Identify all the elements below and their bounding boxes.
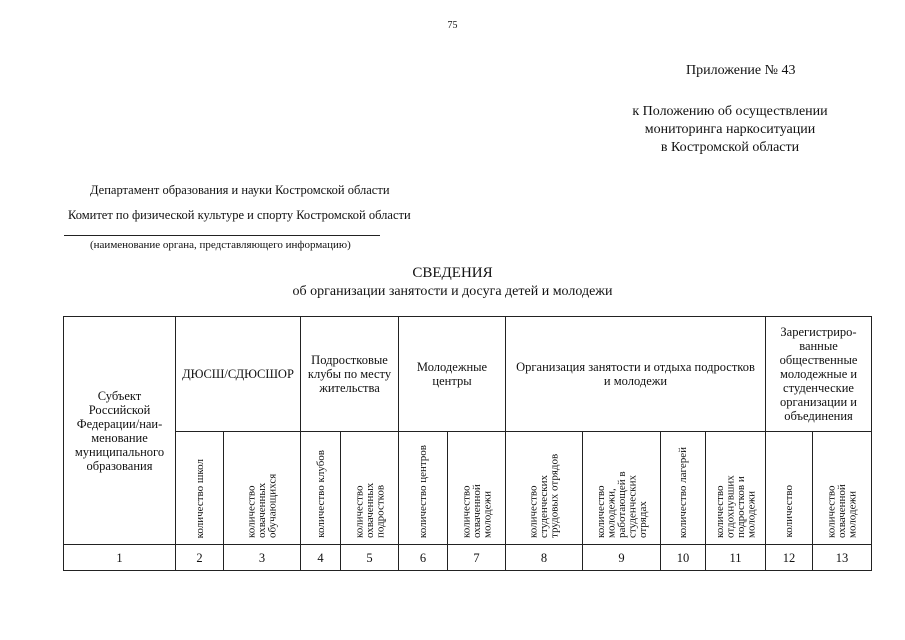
appendix-subtitle: [600, 103, 860, 157]
subheader-text: количество отдохнувших подростков и молодежи: [713, 475, 758, 538]
subheader-text: количество охваченных обучающихся: [245, 473, 279, 538]
subheader-text: количество: [782, 485, 795, 538]
column-number: 12: [766, 545, 813, 571]
page-number: 75: [447, 20, 458, 31]
group-header-line: Подростковые: [311, 353, 388, 367]
appendix-title: Приложение № 43: [686, 63, 796, 78]
group-header-line: студенческие: [783, 381, 854, 395]
subheader-text: количество школ: [193, 458, 206, 538]
appendix-line: мониторинга наркоситуации: [644, 122, 816, 137]
subheader-cell: [706, 432, 766, 545]
column-number: 7: [448, 545, 506, 571]
subject-header-line: муниципального: [74, 444, 165, 459]
group-header-line: и молодежи: [603, 374, 668, 388]
group-header-line: молодежные и: [779, 367, 858, 381]
group-header-line: центры: [432, 374, 472, 388]
subheader-text: количество охваченных подростков: [352, 482, 386, 538]
group-header-line: ДЮСШ/СДЮСШОР: [182, 367, 294, 381]
organization-line-education: Департамент образования и науки Костромской области: [90, 183, 390, 197]
subheader-text: количество лагерей: [676, 446, 689, 538]
group-header-youth-centers: [399, 317, 506, 432]
subheader-cell: [766, 432, 813, 545]
group-header-line: общественные: [779, 353, 858, 367]
group-header-line: объединения: [784, 409, 853, 423]
subheader-text: количество центров: [416, 444, 429, 538]
document-subtitle: об организации занятости и досуга детей и молодежи: [292, 284, 613, 299]
subheader-text: количество молодежи, работающей в студенческих отрядах: [594, 471, 649, 538]
column-number: 5: [341, 545, 399, 571]
subject-header: [64, 317, 176, 545]
subheader-cell: [661, 432, 706, 545]
column-number: 1: [64, 545, 176, 571]
subject-header-line: Российской: [88, 402, 151, 417]
group-header-teen-clubs: [301, 317, 399, 432]
subject-header-line: Субъект: [97, 388, 142, 403]
organization-underline: [64, 235, 380, 236]
column-number: 6: [399, 545, 448, 571]
organization-line-sport: Комитет по физической культуре и спорту Костромской области: [68, 208, 411, 222]
group-header-line: жительства: [319, 381, 380, 395]
group-header-line: Организация занятости и отдыха подростков: [516, 360, 755, 374]
group-header-line: клубы по месту: [307, 367, 392, 381]
group-header-registered-organizations: [766, 317, 872, 432]
group-header-sport-schools: [176, 317, 301, 432]
column-number: 9: [583, 545, 661, 571]
column-number: 13: [813, 545, 872, 571]
column-number: 3: [224, 545, 301, 571]
subheader-cell: [813, 432, 872, 545]
column-number: 10: [661, 545, 706, 571]
subheader-cell: [176, 432, 224, 545]
subject-header-line: образования: [86, 458, 153, 473]
subheader-cell: [583, 432, 661, 545]
group-header-line: Зарегистриро-: [780, 325, 857, 339]
column-number: 4: [301, 545, 341, 571]
group-header-employment-leisure: [506, 317, 766, 432]
subheader-text: количество студенческих трудовых отрядов: [527, 453, 561, 538]
organization-caption: (наименование органа, представляющего информацию): [90, 239, 351, 251]
group-header-line: ванные: [799, 339, 838, 353]
group-header-line: организации и: [780, 395, 857, 409]
subheader-cell: [399, 432, 448, 545]
subheader-cell: [341, 432, 399, 545]
appendix-line: к Положению об осуществлении: [632, 104, 828, 119]
document-title: СВЕДЕНИЯ: [412, 265, 493, 281]
appendix-line: в Костромской области: [660, 140, 800, 155]
subheader-cell: [301, 432, 341, 545]
subheader-cell: [506, 432, 583, 545]
subheader-text: количество клубов: [314, 450, 327, 538]
subject-header-line: Федерации/наи-: [76, 416, 163, 431]
subheader-cell: [224, 432, 301, 545]
subheader-text: количество охваченной молодежи: [459, 484, 493, 538]
subject-header-line: менование: [91, 430, 148, 445]
subheader-text: количество охваченной молодежи: [825, 484, 859, 538]
subheader-cell: [448, 432, 506, 545]
group-header-line: Молодежные: [416, 360, 488, 374]
column-number: 8: [506, 545, 583, 571]
report-table: [63, 316, 872, 571]
column-number: 11: [706, 545, 766, 571]
column-number: 2: [176, 545, 224, 571]
